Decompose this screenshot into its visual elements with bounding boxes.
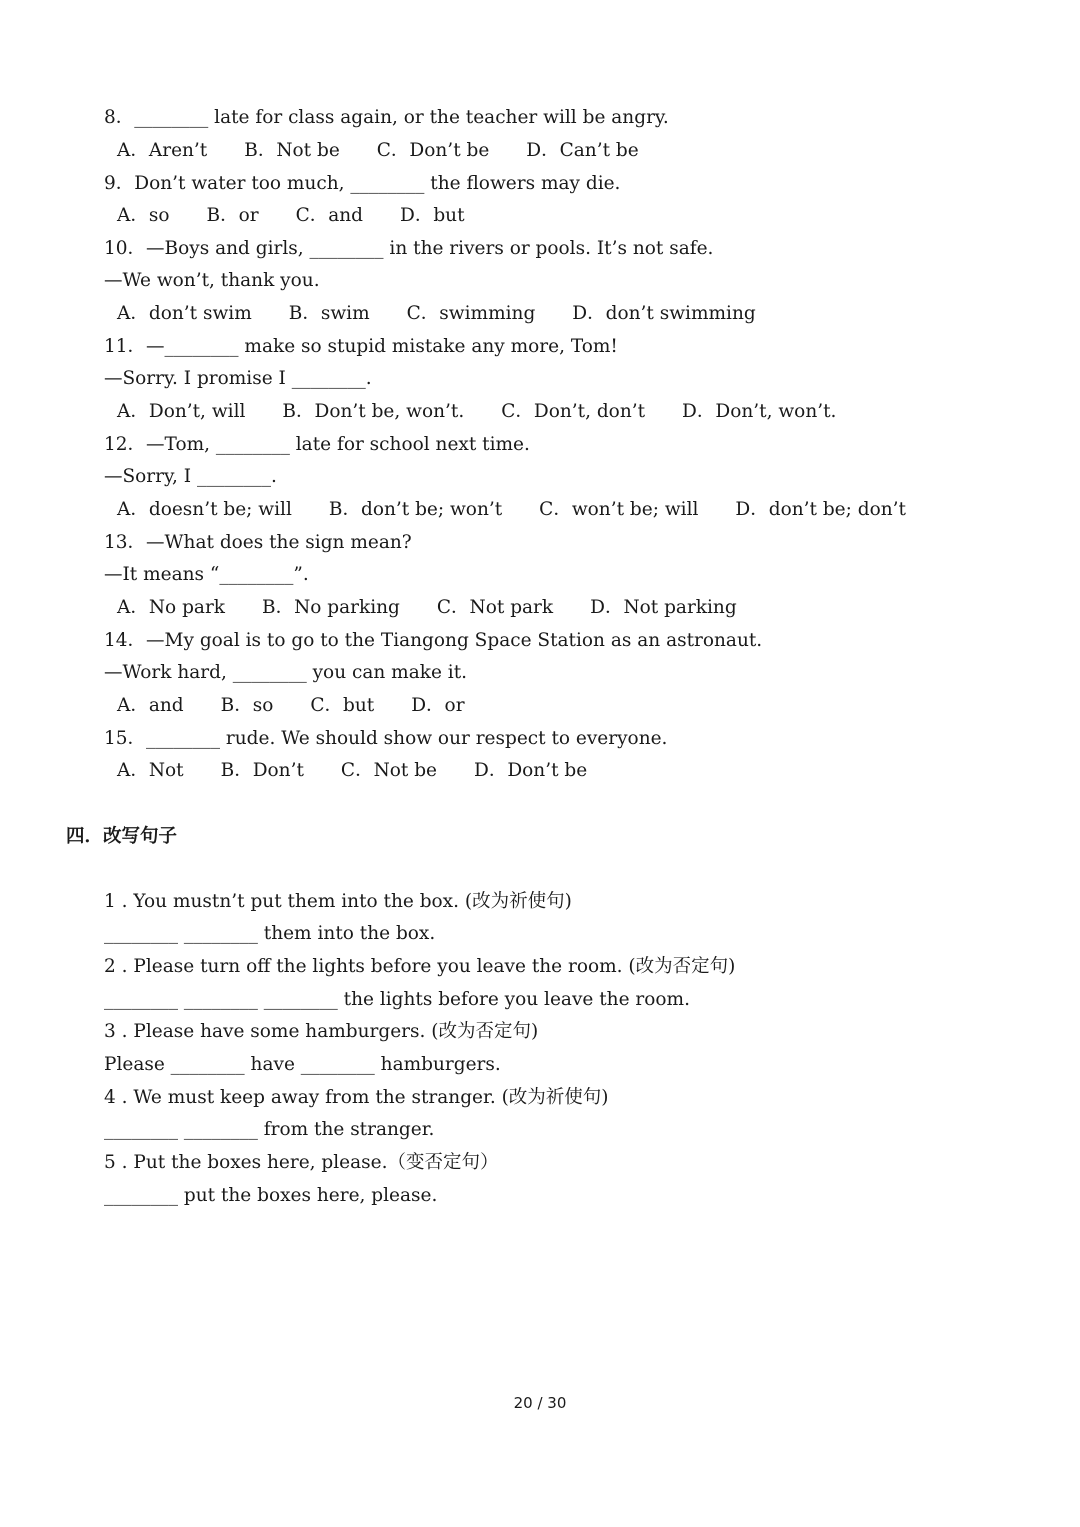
question-11-options: A．Don’t, will B．Don’t be, won’t. C．Don’t, don’t D．Don’t, won’t.: [117, 401, 837, 422]
question-8-options: A．Aren’t B．Not be C．Don’t be D．Can’t be: [117, 140, 639, 161]
rewrite-3-answer: Please ________ have ________ hamburgers.: [104, 1054, 501, 1075]
question-14-stem: 14．—My goal is to go to the Tiangong Space Station as an astronaut.: [104, 630, 763, 651]
rewrite-2-prompt: 2 . Please turn off the lights before you leave the room. (改为否定句): [104, 956, 736, 977]
question-10-options: A．don’t swim B．swim C．swimming D．don’t swimming: [117, 303, 756, 324]
question-10-stem: 10．—Boys and girls, ________ in the rivers or pools. It’s not safe.: [104, 238, 714, 259]
question-11-stem: 11．—________ make so stupid mistake any more, Tom!: [104, 336, 618, 357]
rewrite-5-answer: ________ put the boxes here, please.: [104, 1185, 438, 1206]
rewrite-2-answer: ________ ________ ________ the lights before you leave the room.: [104, 989, 690, 1010]
rewrite-3-prompt: 3 . Please have some hamburgers. (改为否定句): [104, 1021, 539, 1042]
question-14-dialogue: —Work hard, ________ you can make it.: [104, 662, 468, 683]
section-title: 四．改写句子: [66, 826, 178, 847]
question-9-options: A．so B．or C．and D．but: [117, 205, 465, 226]
question-13-dialogue: —It means “________”.: [104, 564, 309, 585]
question-12-stem: 12．—Tom, ________ late for school next time.: [104, 434, 530, 455]
question-12-dialogue: —Sorry, I ________.: [104, 466, 277, 487]
question-9-stem: 9．Don’t water too much, ________ the flowers may die.: [104, 173, 621, 194]
rewrite-4-answer: ________ ________ from the stranger.: [104, 1119, 435, 1140]
question-12-options: A．doesn’t be; will B．don’t be; won’t C．won’t be; will D．don’t be; don’t: [117, 499, 906, 520]
question-14-options: A．and B．so C．but D．or: [117, 695, 465, 716]
question-11-dialogue: —Sorry. I promise I ________.: [104, 368, 372, 389]
rewrite-4-prompt: 4 . We must keep away from the stranger. (改为祈使句): [104, 1087, 609, 1108]
question-15-options: A．Not B．Don’t C．Not be D．Don’t be: [117, 760, 588, 781]
question-13-stem: 13．—What does the sign mean?: [104, 532, 412, 553]
question-8-stem: 8．________ late for class again, or the teacher will be angry.: [104, 107, 669, 128]
question-10-dialogue: —We won’t, thank you.: [104, 270, 320, 291]
question-15-stem: 15．________ rude. We should show our respect to everyone.: [104, 728, 668, 749]
rewrite-1-prompt: 1 . You mustn’t put them into the box. (改为祈使句): [104, 891, 572, 912]
question-13-options: A．No park B．No parking C．Not park D．Not parking: [117, 597, 737, 618]
rewrite-1-answer: ________ ________ them into the box.: [104, 923, 436, 944]
page-number: 20 / 30: [513, 1394, 567, 1412]
rewrite-5-prompt: 5 . Put the boxes here, please.（变否定句）: [104, 1152, 499, 1173]
